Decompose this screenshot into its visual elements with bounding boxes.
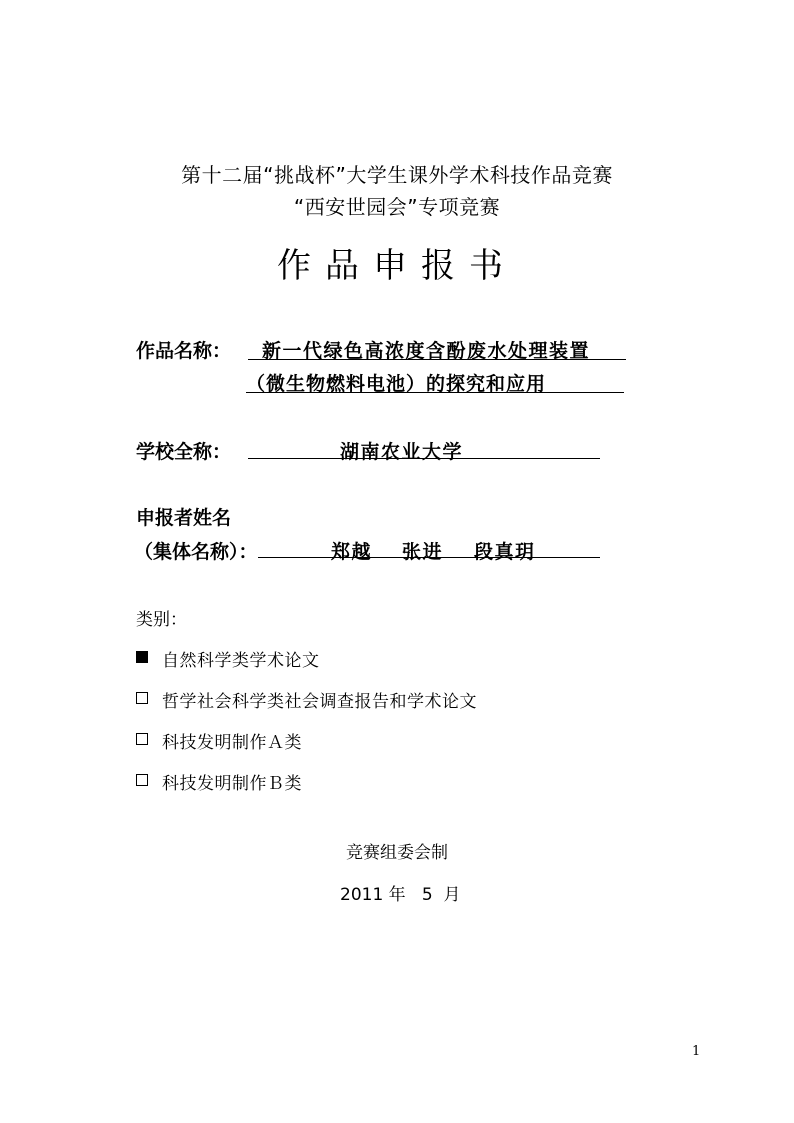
applicant-label: 申报者姓名 — [136, 507, 232, 529]
work-name-line1: 新一代绿色高浓度含酚废水处理装置 — [262, 340, 591, 362]
school-label: 学校全称： — [136, 441, 232, 463]
applicant-name: 张进 — [402, 541, 444, 563]
applicant-underline — [258, 557, 600, 558]
checkbox-unchecked-icon[interactable] — [136, 774, 148, 786]
applicant-name: 段真玥 — [474, 541, 536, 563]
category-option-natural-science: 自然科学类学术论文 — [162, 651, 320, 671]
organizer: 竞赛组委会制 — [346, 843, 448, 863]
special-competition-title: “西安世园会”专项竞赛 — [293, 195, 501, 219]
applicant-name: 郑越 — [331, 541, 373, 563]
school-underline — [248, 458, 600, 459]
competition-title: 第十二届“挑战杯”大学生课外学术科技作品竞赛 — [181, 163, 613, 187]
checkbox-checked-icon[interactable] — [136, 651, 148, 663]
work-name-label: 作品名称： — [136, 340, 232, 362]
document-title: 作品申报书 — [277, 246, 517, 286]
category-label: 类别： — [136, 610, 187, 630]
school-name: 湖南农业大学 — [340, 441, 464, 463]
work-name-underline-2 — [246, 392, 624, 393]
collective-name-label: （集体名称）： — [134, 541, 258, 563]
checkbox-unchecked-icon[interactable] — [136, 733, 148, 745]
category-option-invention-a: 科技发明制作Ａ类 — [162, 733, 302, 753]
work-name-line2: （微生物燃料电池）的探究和应用 — [246, 373, 547, 395]
checkbox-unchecked-icon[interactable] — [136, 692, 148, 704]
category-option-invention-b: 科技发明制作Ｂ类 — [162, 774, 302, 794]
work-name-underline-1 — [248, 359, 626, 360]
category-option-social-science: 哲学社会科学类社会调查报告和学术论文 — [162, 692, 477, 712]
page-number: 1 — [692, 1044, 701, 1059]
issue-date: 2011 年 5 月 — [340, 885, 461, 905]
